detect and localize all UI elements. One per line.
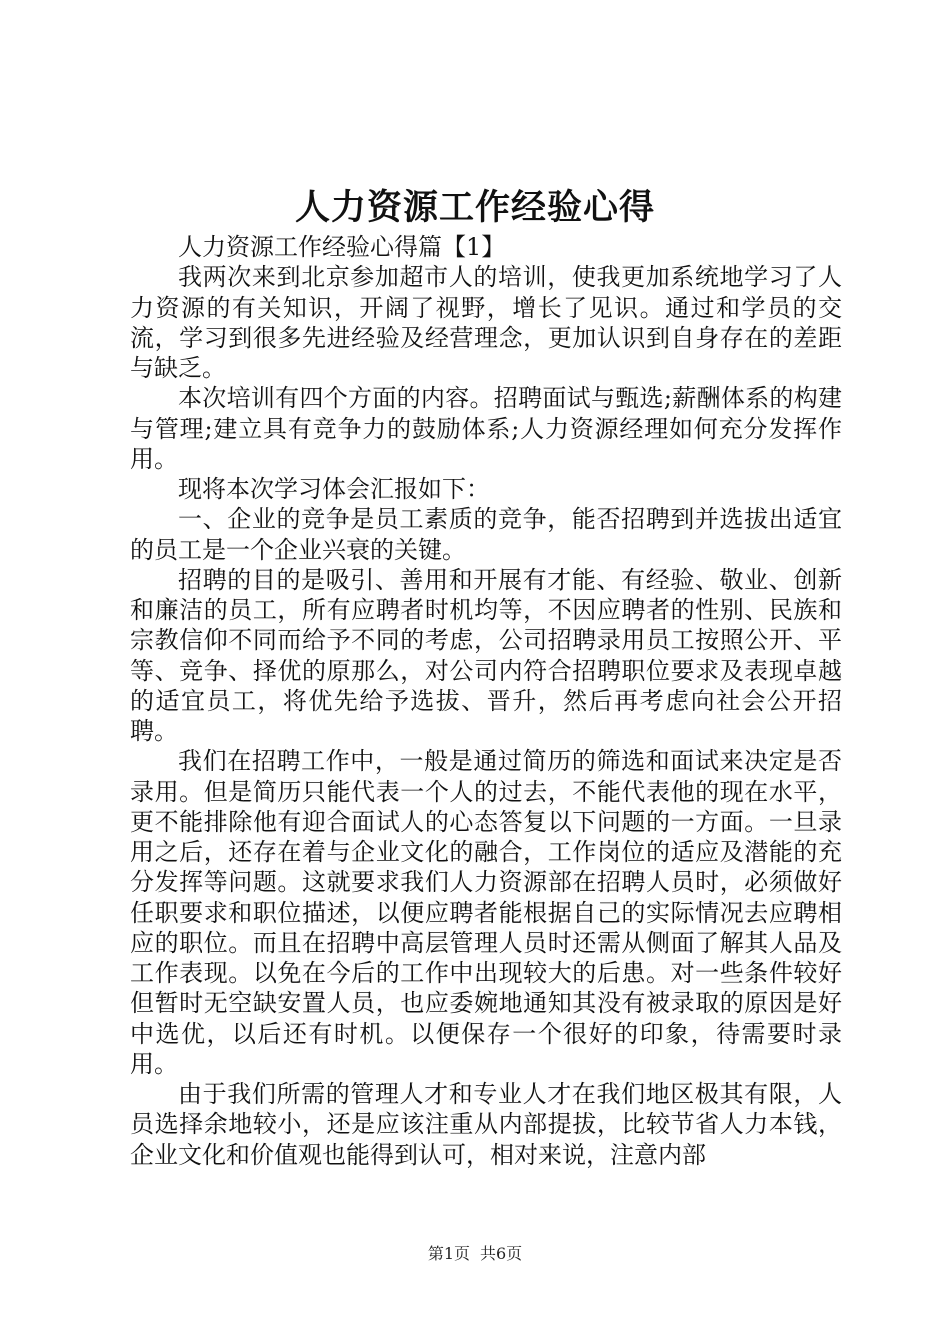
paragraph: 我两次来到北京参加超市人的培训，使我更加系统地学习了人力资源的有关知识，开阔了视野，增长了见识。通过和学员的交流，学习到很多先进经验及经营理念，更加认识到自身存在的差距与缺乏。 [130, 263, 842, 382]
document-body [130, 232, 842, 1170]
document-title: 人力资源工作经验心得 [294, 187, 655, 228]
page-footer [0, 1243, 950, 1265]
page-number: 第1页 [427, 1244, 470, 1263]
paragraph: 一、企业的竞争是员工素质的竞争，能否招聘到并选拔出适宜的员工是一个企业兴衰的关键。 [130, 505, 842, 564]
page-total: 共6页 [480, 1244, 523, 1263]
paragraph: 现将本次学习体会汇报如下： [178, 475, 490, 503]
paragraph: 我们在招聘工作中，一般是通过简历的筛选和面试来决定是否录用。但是简历只能代表一个人的过去，不能代表他的现在水平，更不能排除他有迎合面试人的心态答复以下问题的一方面。一旦录用之后，还存在着与企业文化的融合，工作岗位的适应及潜能的充分发挥等问题。这就要求我们人力资源部在招聘人员时，必须做好任职要求和职位描述，以便应聘者能根据自己的实际情况去应聘相应的职位。而且在招聘中高层管理人员时还需从侧面了解其人品及工作表现。以免在今后的工作中出现较大的后患。对一些条件较好但暂时无空缺安置人员，也应委婉地通知其没有被录取的原因是好中选优，以后还有时机。以便保存一个很好的印象，待需要时录用。 [130, 747, 842, 1078]
paragraph: 招聘的目的是吸引、善用和开展有才能、有经验、敬业、创新和廉洁的员工，所有应聘者时机均等，不因应聘者的性别、民族和宗教信仰不同而给予不同的考虑，公司招聘录用员工按照公开、平等、竞争、择优的原那么，对公司内符合招聘职位要求及表现卓越的适宜员工，将优先给予选拔、晋升，然后再考虑向社会公开招聘。 [130, 565, 842, 745]
section-heading: 人力资源工作经验心得篇【1】 [178, 233, 506, 261]
paragraph: 本次培训有四个方面的内容。招聘面试与甄选;薪酬体系的构建与管理;建立具有竞争力的鼓励体系;人力资源经理如何充分发挥作用。 [130, 384, 842, 473]
paragraph: 由于我们所需的管理人才和专业人才在我们地区极其有限，人员选择余地较小，还是应该注重从内部提拔，比较节省人力本钱，企业文化和价值观也能得到认可，相对来说，注意内部 [130, 1080, 842, 1169]
